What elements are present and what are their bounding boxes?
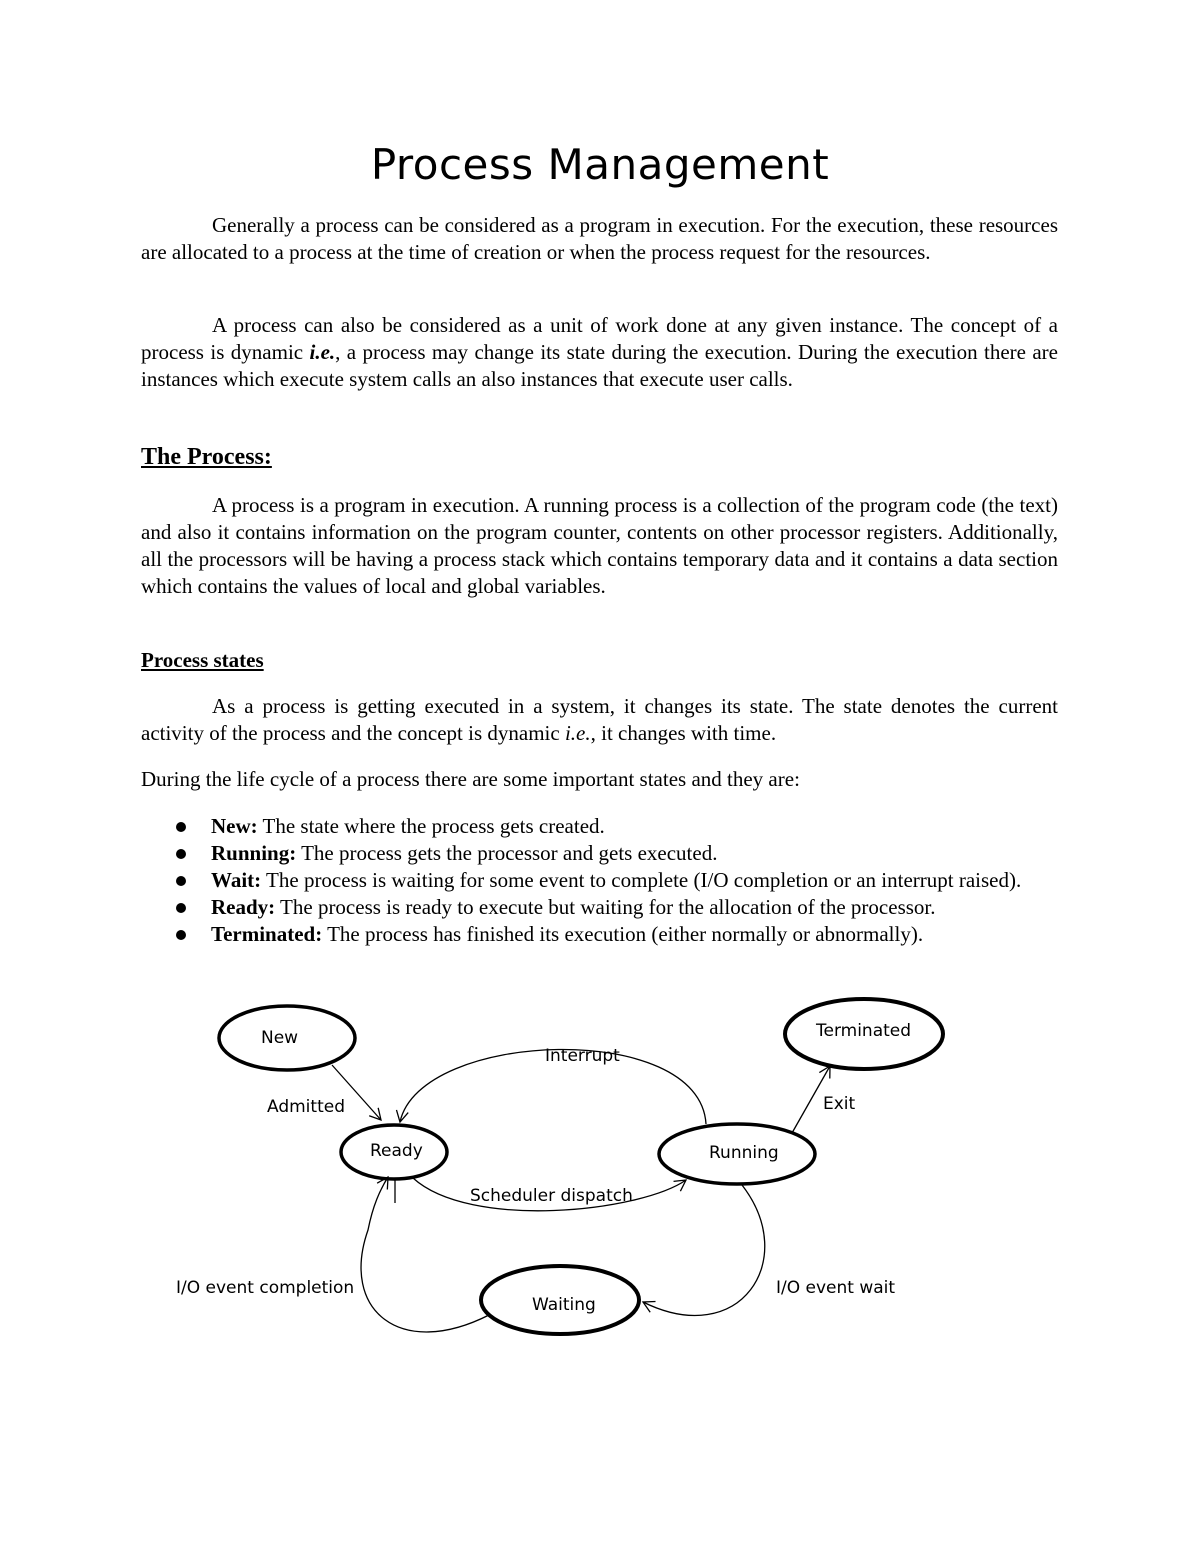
intro-paragraph-2-part-a: A process can also be considered as a unit of work done at any given instance. The concept of a process is dynamic (141, 313, 1058, 364)
list-item-ready: Ready: The process is ready to execute but waiting for the allocation of the processor. (141, 894, 1058, 921)
node-terminated (785, 999, 943, 1069)
bullet-icon (176, 822, 186, 832)
intro-paragraph-2-part-b: , a process may change its state during the execution. During the execution there are instances which execute system calls an also instances that execute user calls. (141, 340, 1058, 391)
label-admitted: Admitted (267, 1097, 345, 1117)
node-ready (341, 1125, 447, 1179)
svg-text:Ready: Ready (370, 1141, 423, 1161)
bullet-icon (176, 876, 186, 886)
process-state-diagram (0, 990, 1200, 1350)
states-paragraph-2: During the life cycle of a process there are some important states and they are: (141, 767, 800, 791)
states-paragraph-1-part-a: As a process is getting executed in a system, it changes its state. The state denotes the current activity of the process and the concept is dynamic (141, 694, 1058, 745)
list-item-terminated: Terminated: The process has finished its execution (either normally or abnormally). (141, 921, 1058, 948)
states-paragraph-1-part-b: , it changes with time. (590, 721, 777, 745)
states-paragraph-1 (141, 693, 1058, 747)
intro-ie-abbrev: i.e. (309, 340, 336, 364)
node-waiting (481, 1266, 639, 1334)
svg-text:New: New (261, 1028, 299, 1048)
intro-paragraph-2 (141, 312, 1058, 393)
section-heading-process-states: Process states (141, 648, 264, 672)
label-scheduler-dispatch: Scheduler dispatch (470, 1186, 633, 1206)
process-paragraph: A process is a program in execution. A running process is a collection of the program code (the text) and also it contains information on the program counter, contents on other processor registers. Additionally, all the processors will be having a process stack which contains temporary data and it contains a data section which contains the values of local and global variables. (141, 493, 1058, 598)
label-interrupt: Interrupt (545, 1046, 620, 1066)
node-new (219, 1006, 355, 1070)
label-io-event-wait: I/O event wait (776, 1278, 896, 1298)
list-item-new: New: The state where the process gets created. (141, 813, 1058, 840)
bullet-icon (176, 903, 186, 913)
svg-text:Waiting: Waiting (532, 1295, 596, 1315)
label-exit: Exit (823, 1094, 856, 1114)
svg-text:Running: Running (709, 1143, 779, 1163)
section-heading-the-process: The Process: (141, 444, 272, 470)
bullet-icon (176, 849, 186, 859)
list-item-running: Running: The process gets the processor and gets executed. (141, 840, 1058, 867)
label-io-event-completion: I/O event completion (176, 1278, 355, 1298)
intro-paragraph-1: Generally a process can be considered as a program in execution. For the execution, these resources are allocated to a process at the time of creation or when the process request for the resources. (141, 213, 1058, 264)
edge-io-event-wait (643, 1185, 765, 1315)
bullet-icon (176, 930, 186, 940)
page-title: Process Management (370, 140, 830, 189)
states-list (141, 813, 1058, 948)
list-item-wait: Wait: The process is waiting for some event to complete (I/O completion or an interrupt raised). (141, 867, 1058, 894)
node-running (659, 1124, 815, 1184)
svg-text:Terminated: Terminated (816, 1021, 912, 1041)
states-ie-abbrev: i.e. (564, 721, 591, 745)
